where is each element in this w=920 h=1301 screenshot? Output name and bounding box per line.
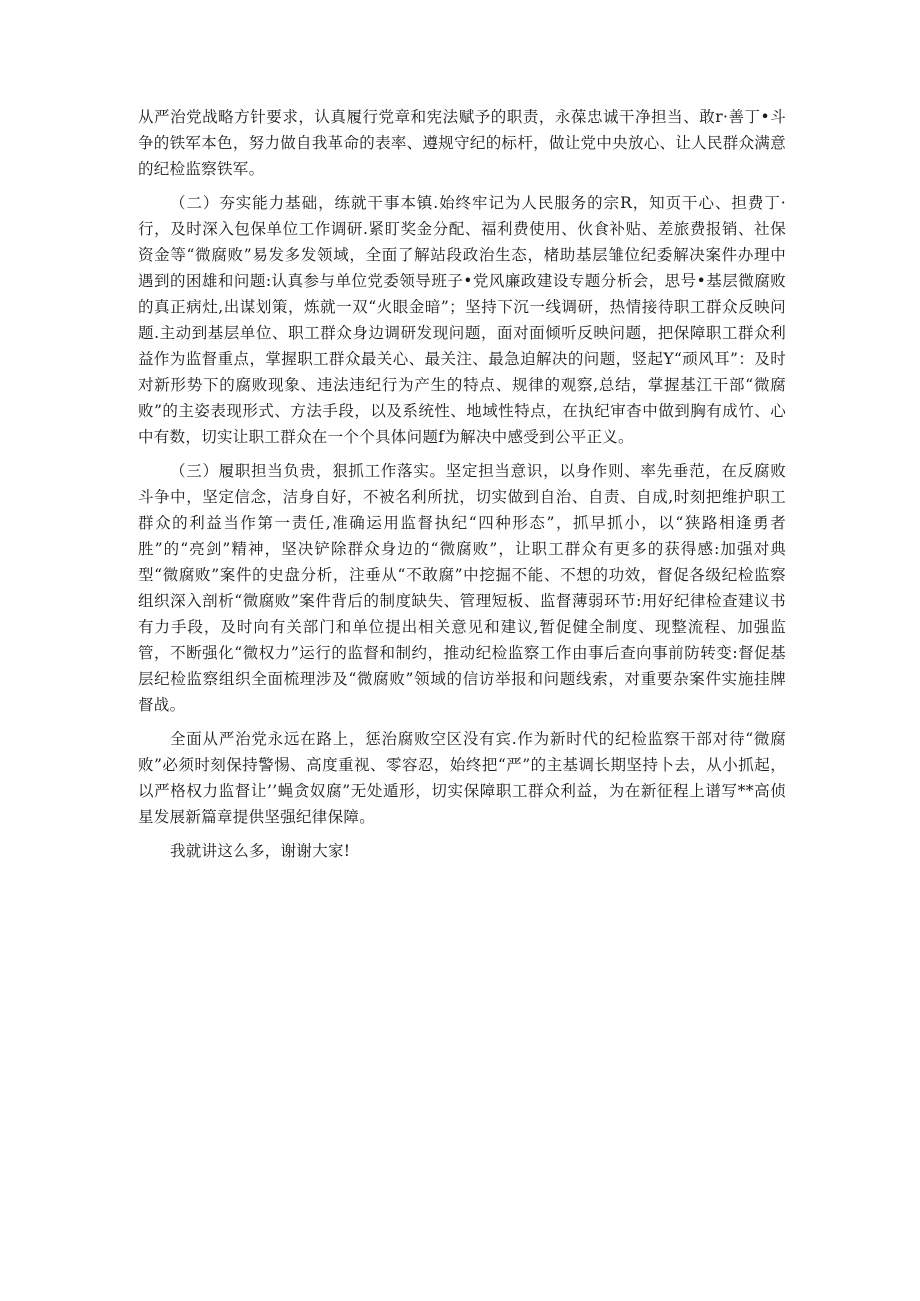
paragraph-closing: 我就讲这么多，谢谢大家!	[170, 842, 351, 860]
paragraph-section-two: （二）夯实能力基础，练就干事本镇.始终牢记为人民服务的宗R，知页干心、担费丁·行，及时深入包保单位工作调研.紧盯奖金分配、福利费使用、伙食补贴、差旅费报销、社保资金等“微腐败”易发多发领域，全面了解站段政治生态，楮助基层雏位纪委解决案件办理中遇到的困雄和问题:认真参与单位党委领导班子•党风廉政建设专题分析会，思号•基层微腐败的真正病灶,出谋划策，炼就一双“火眼金暗”；坚持下沉一线调研，热情接待职工群众反映问题.主动到基层单位、职工群众身边调研发现问题，面对面倾听反映问题，把保障职工群众利益作为监督重点，掌握职工群众最关心、最关注、最急迫解决的问题，竖起Y“顽风耳”：及时对新形势下的腐败现象、违法违纪行为产生的特点、规律的观察,总结，掌握基江干部“微腐败”的主姿表现形式、方法手段，以及系统性、地域性特点，在执纪审杳中做到胸有成竹、心中有数，切实让职工群众在一个个具体问题f为解决中感受到公平正义。	[138, 194, 786, 446]
paragraph-conclusion: 全面从严治党永远在路上，惩治腐败空区没有宾.作为新时代的纪检监察干部对待“微腐败”必须时刻保持警惕、高度重视、零容忍，始终把“严”的主基调长期坚持卜去，从小抓起，以严格权力监督让’’蝇贪奴腐”无处遁形，切实保障职工群众利益，为在新征程上谱写**高侦星发展新篇章提供坚强纪律保障。	[138, 730, 786, 826]
document-body	[138, 104, 786, 872]
paragraph-continuation: 从严治党战略方针要求，认真履行党章和宪法赋予的职责，永葆忠诚干净担当、敢r·善丁•斗争的铁军本色，努力做自我革命的表率、遵规守纪的标杆，做让党中央放心、让人民群众满意的纪检监察铁军。	[138, 108, 786, 178]
paragraph-section-three: （三）履职担当负贵，狠抓工作落实。坚定担当意识，以身作则、率先垂范，在反腐败斗争中，坚定信念，洁身自好，不被名利所扰，切实做到自治、自责、自成,时刻把维护职工群众的利益当作第一责任,准确运用监督执纪“四种形态”，抓早抓小，以“狭路相逢勇者胜”的“亮剑”精神，坚决铲除群众身边的“微腐败”，让职工群众有更多的获得感:加强对典型“微腐败”案件的史盘分析，注垂从“不敢腐”中挖掘不能、不想的功效，督促各级纪检监察组织深入剖析“微腐败”案件背后的制度缺失、管理短板、监督薄弱环节:用好纪律检查建议书有力手段，及时向有关部门和单位提出相关意见和建议,暂促健全制度、现整流程、加强监管，不断强化“微权力”运行的监督和制约，推动纪检监察工作由事后查向事前防转变:督促基层纪检监察组织全面梳理涉及“微腐败”领域的信访举报和问题线索，对重要杂案件实施挂牌督战。	[138, 462, 786, 714]
